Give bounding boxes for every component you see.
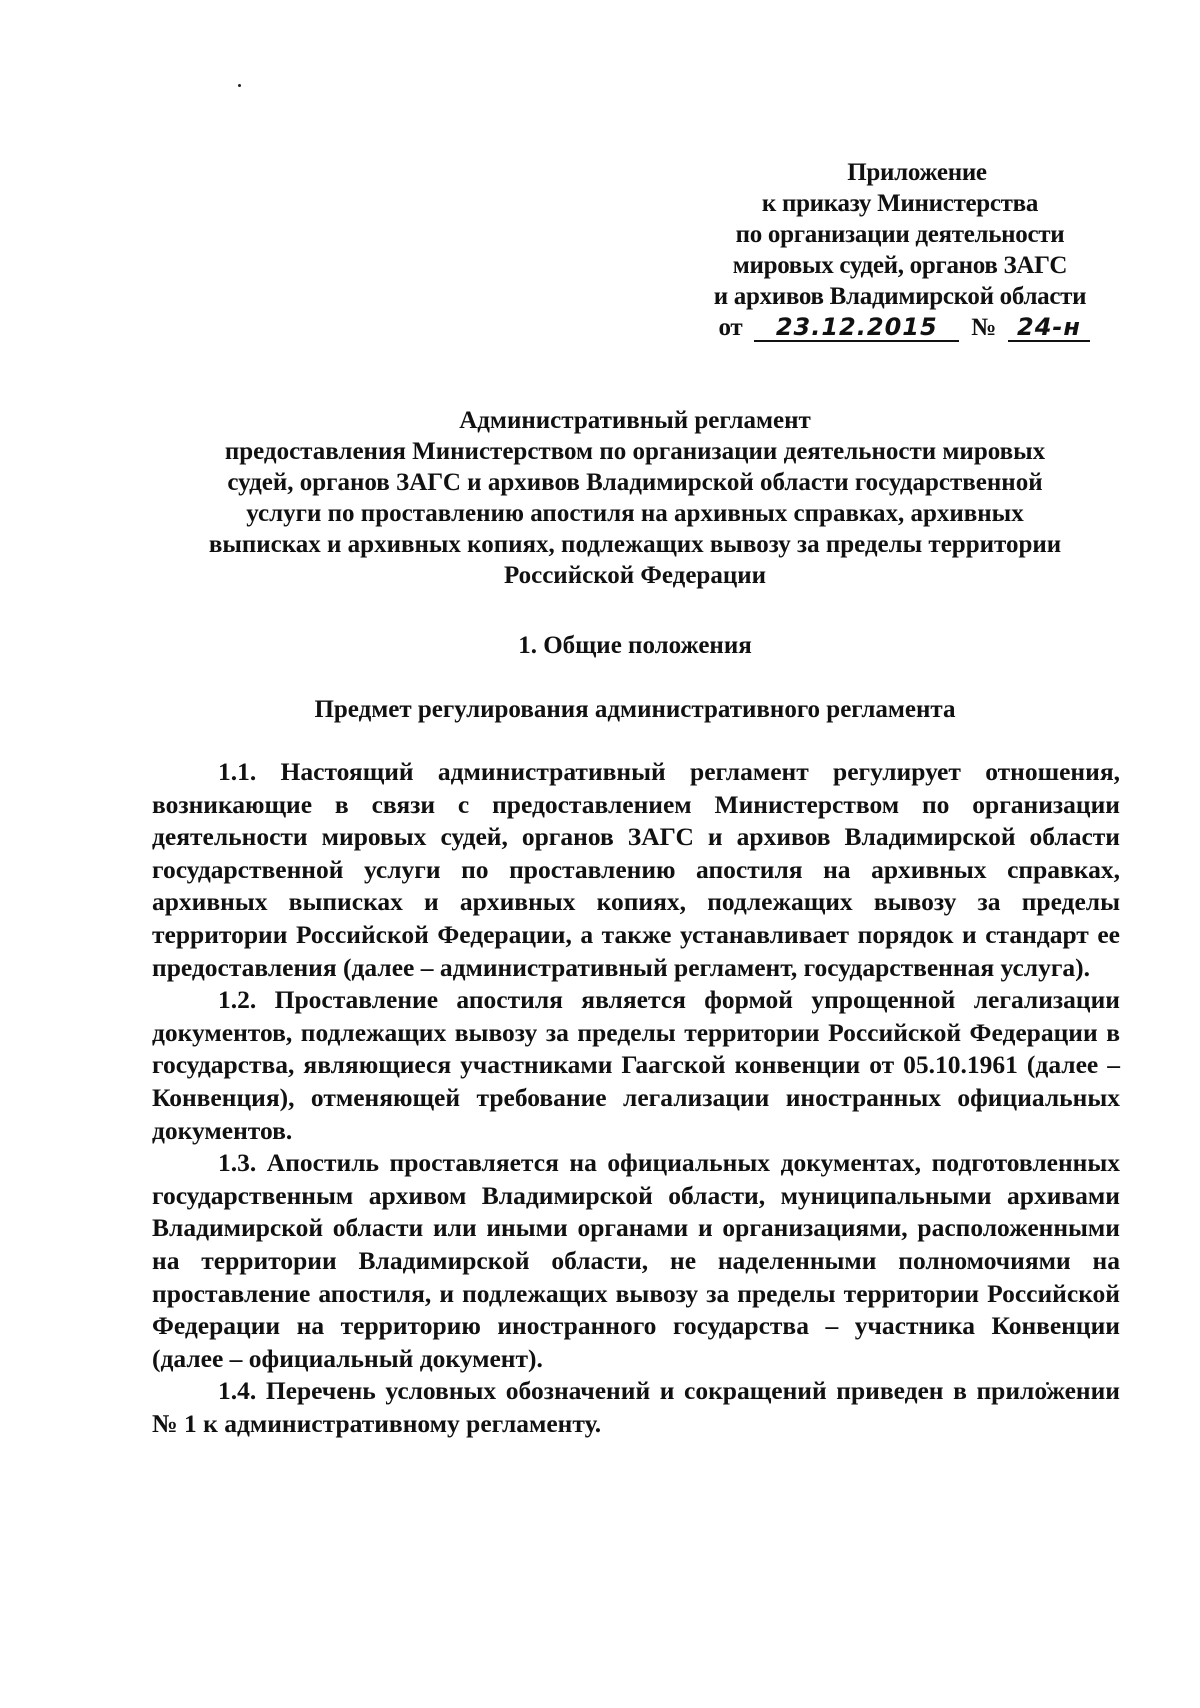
approval-line: Приложение xyxy=(847,159,987,186)
title-line: Административный регламент xyxy=(459,407,811,434)
number-prefix: № xyxy=(971,314,997,341)
date-prefix: от xyxy=(718,314,743,341)
approval-line: к приказу Министерства xyxy=(761,190,1039,217)
title-line: судей, органов ЗАГС и архивов Владимирской области государственной xyxy=(227,469,1043,496)
paragraph-1-3: 1.3. Апостиль проставляется на официальных документах, подготовленных государственным архивом Владимирской области, муниципальными архивами Владимирской области или иными органами и организациями, расположенными на территории Владимирской области, не наделенными полномочиями на проставление апостиля, и подлежащих вывозу за пределы территории Российской Федерации на территорию иностранного государства – участника Конвенции (далее – официальный документ). xyxy=(152,1148,1120,1373)
subsection-heading: Предмет регулирования административного регламента xyxy=(314,696,956,723)
paragraph-1-4: 1.4. Перечень условных обозначений и сокращений приведен в приложении № 1 к административному регламенту. xyxy=(152,1376,1120,1438)
approval-block xyxy=(690,157,1110,343)
approval-line: мировых судей, органов ЗАГС xyxy=(732,252,1068,279)
section-heading: 1. Общие положения xyxy=(518,632,752,659)
approval-line: по организации деятельности xyxy=(735,221,1065,248)
title-line: услуги по проставлению апостиля на архивных справках, архивных xyxy=(246,500,1024,527)
paragraph-1-2: 1.2. Проставление апостиля является формой упрощенной легализации документов, подлежащих вывозу за пределы территории Российской Федерации в государства, являющиеся участниками Гаагской конвенции от 05.10.1961 (далее – Конвенция), отменяющей требование легализации иностранных официальных документов. xyxy=(152,985,1120,1145)
document-title xyxy=(150,405,1120,591)
title-line: Российской Федерации xyxy=(503,562,767,589)
paragraph-1-1: 1.1. Настоящий административный регламент регулирует отношения, возникающие в связи с предоставлением Министерством по организации деятельности мировых судей, органов ЗАГС и архивов Владимирской области государственной услуги по проставлению апостиля на архивных справках, архивных выписках и архивных копиях, подлежащих вывозу за пределы территории Российской Федерации, а также устанавливает порядок и стандарт ее предоставления (далее – административный регламент, государственная услуга). xyxy=(152,757,1120,982)
scan-speck xyxy=(238,84,241,87)
title-line: выписках и архивных копиях, подлежащих вывозу за пределы территории xyxy=(208,531,1062,558)
approval-line: и архивов Владимирской области xyxy=(713,283,1087,310)
handwritten-date: 23.12.2015 xyxy=(754,314,959,342)
approval-date-number-line xyxy=(690,312,1110,343)
handwritten-number: 24-н xyxy=(1008,314,1090,342)
document-body xyxy=(152,756,1120,1440)
title-line: предоставления Министерством по организации деятельности мировых xyxy=(224,438,1046,465)
